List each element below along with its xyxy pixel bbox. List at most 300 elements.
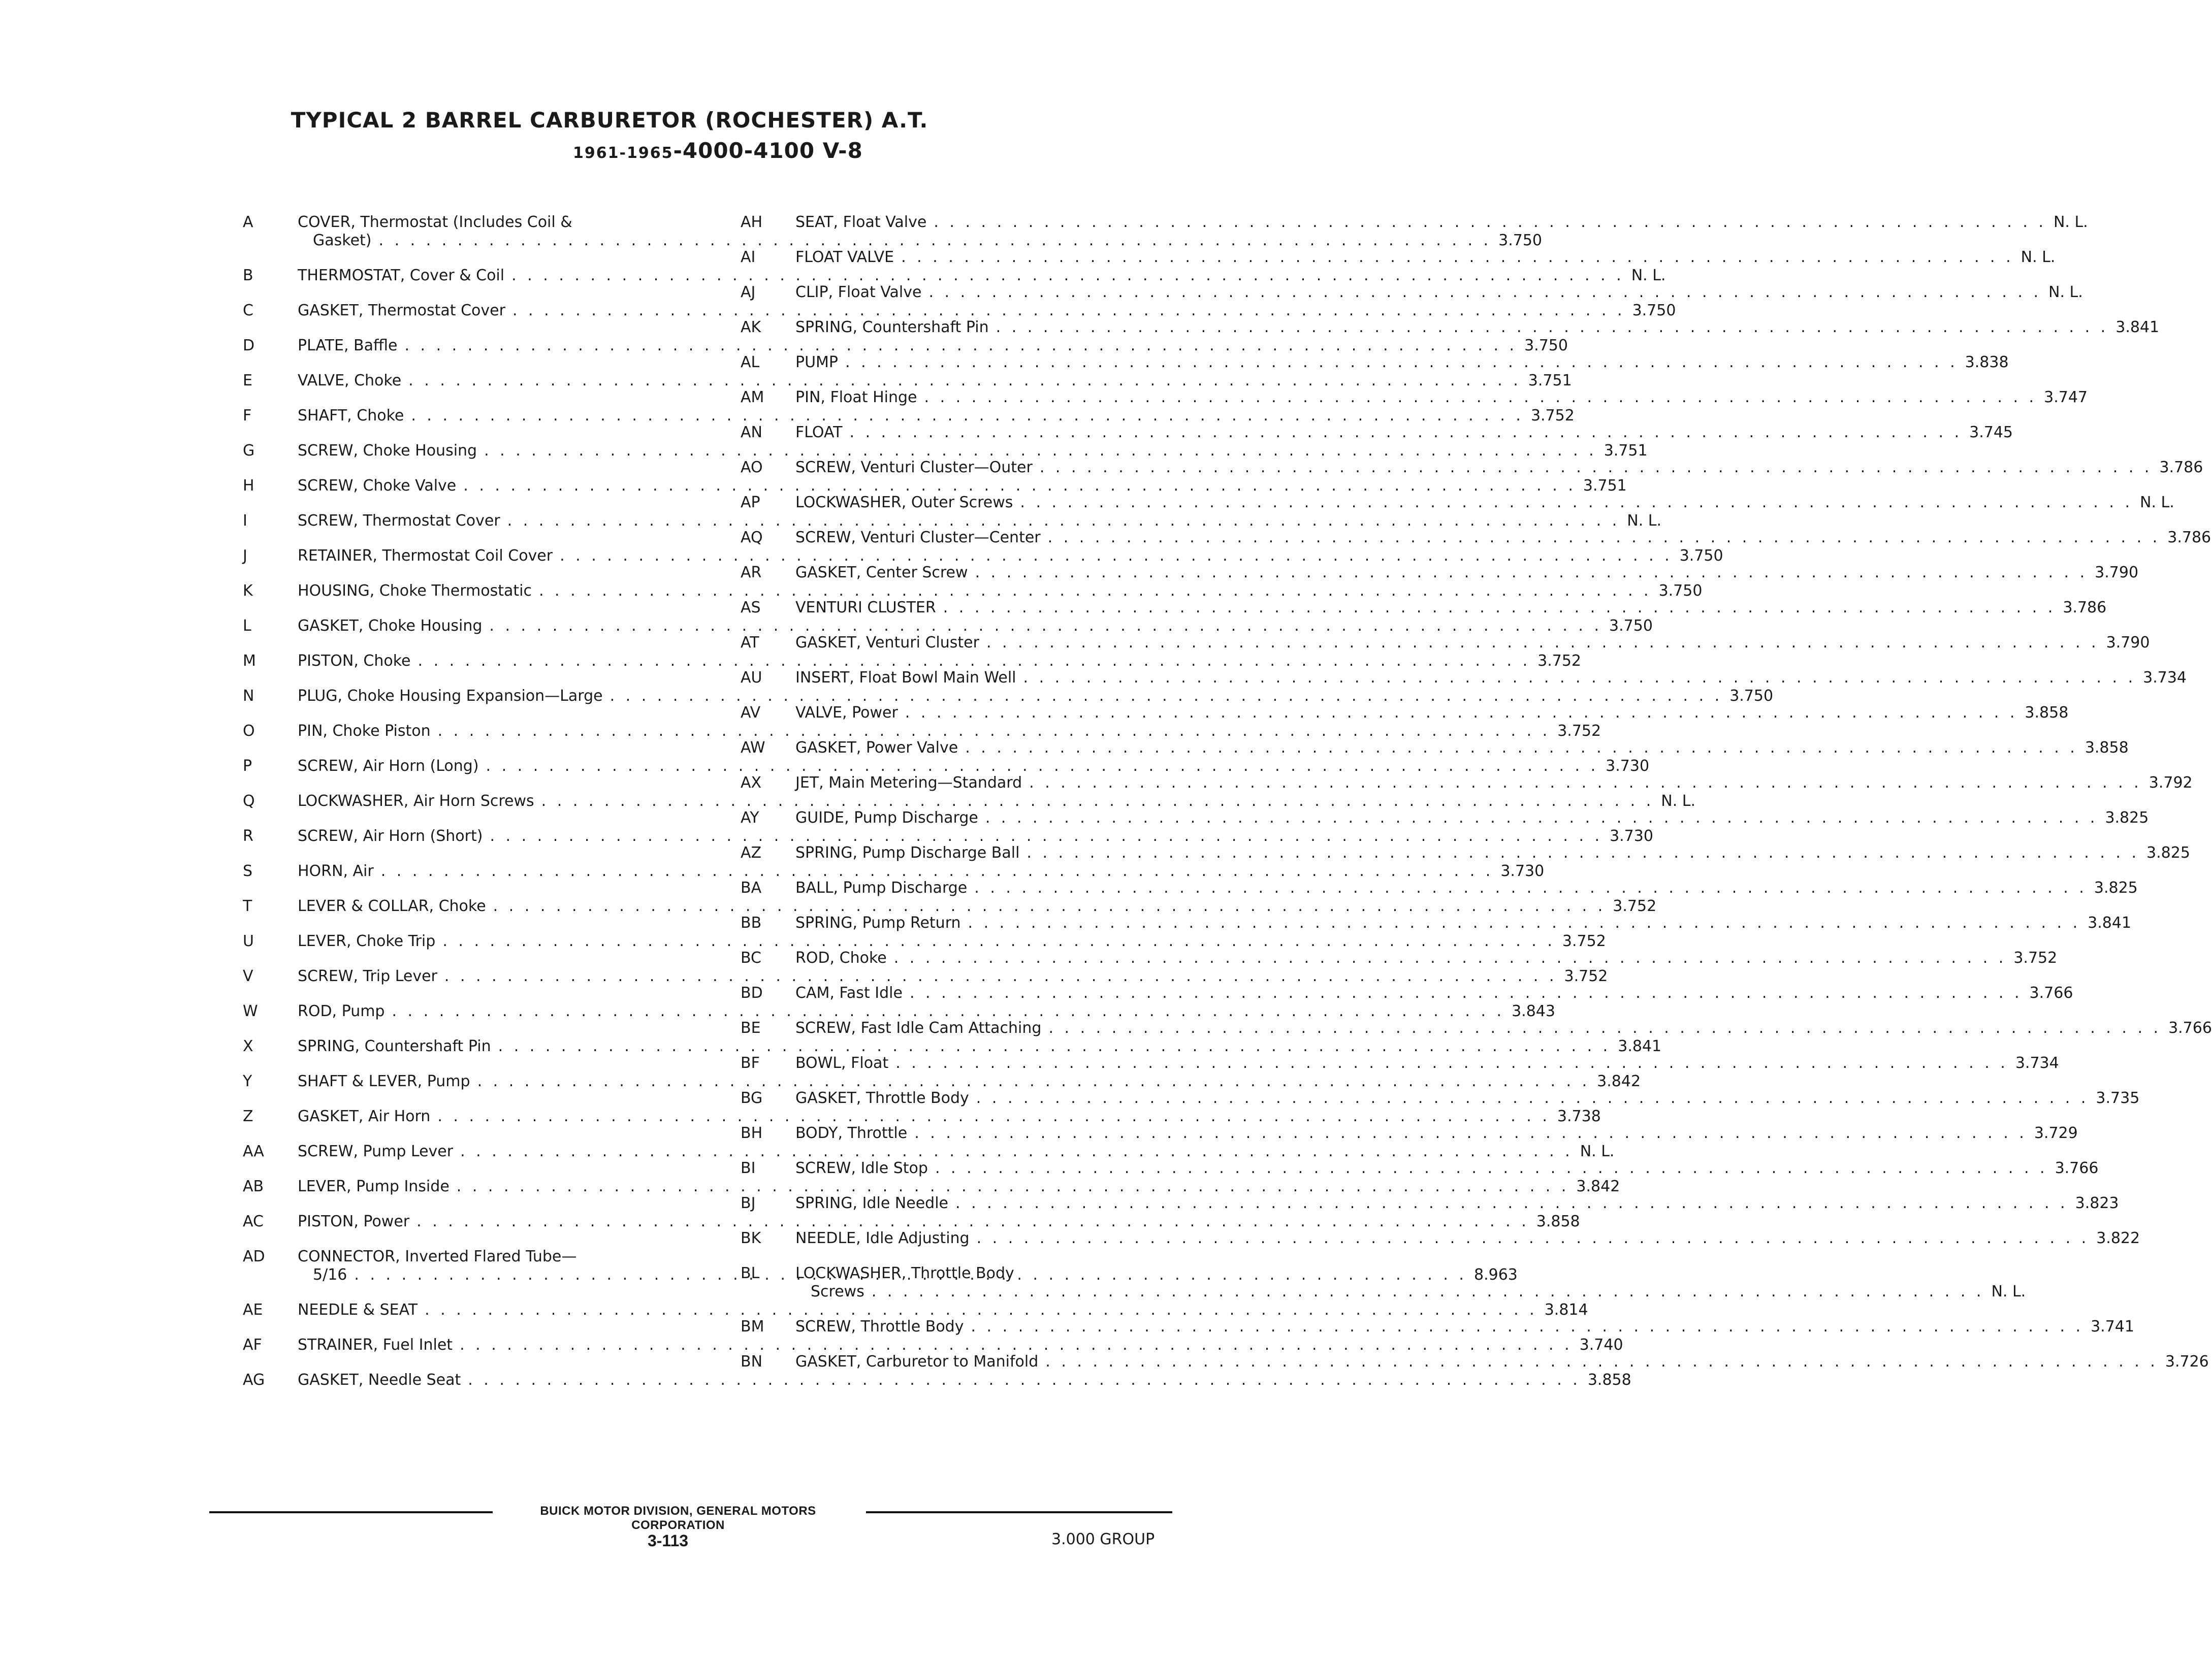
- part-letter: AK: [741, 318, 761, 336]
- part-name: BOWL, Float: [795, 1054, 889, 1072]
- dot-leader: [1045, 1353, 2158, 1371]
- part-letter: V: [243, 967, 253, 985]
- part-letter: BA: [741, 879, 762, 897]
- part-row: [243, 862, 1545, 881]
- part-reference: 3.750: [1609, 617, 1653, 635]
- part-reference: 3.786: [2063, 599, 2107, 616]
- part-letter: AO: [741, 459, 763, 476]
- part-letter: AW: [741, 739, 765, 757]
- part-description-line: [795, 809, 2149, 827]
- part-reference: 3.786: [2167, 529, 2211, 546]
- part-reference: 3.858: [2085, 739, 2129, 757]
- part-row: [741, 424, 2013, 442]
- part-name: PUMP: [795, 353, 839, 371]
- part-letter: AB: [243, 1178, 264, 1195]
- dot-leader: [965, 739, 2078, 757]
- part-description: [795, 669, 2187, 687]
- part-reference: 3.841: [2115, 318, 2160, 336]
- part-reference: 3.766: [2168, 1019, 2212, 1037]
- part-letter: AM: [741, 388, 764, 406]
- subtitle-models: -4000-4100 V-8: [673, 138, 863, 163]
- part-name: INSERT, Float Bowl Main Well: [795, 669, 1016, 687]
- part-letter: BE: [741, 1019, 761, 1037]
- dot-leader: [1023, 669, 2136, 687]
- part-description: [795, 1124, 2078, 1143]
- part-letter: AU: [741, 669, 762, 687]
- part-letter: AQ: [741, 529, 763, 546]
- part-row: [243, 967, 1608, 986]
- part-letter: AS: [741, 599, 761, 616]
- part-letter: BC: [741, 949, 762, 967]
- part-name: NEEDLE & SEAT: [298, 1301, 418, 1319]
- part-row: [243, 442, 1648, 460]
- part-description-line: [795, 634, 2150, 652]
- part-row: [741, 599, 2107, 617]
- dot-leader: [894, 949, 2007, 967]
- dot-leader: [914, 1124, 2027, 1143]
- part-reference: 3.752: [1564, 967, 1608, 985]
- part-row: [741, 774, 2193, 792]
- part-reference: 3.750: [1658, 582, 1703, 600]
- dot-leader: [872, 1283, 1984, 1301]
- part-row: [741, 844, 2190, 862]
- dot-leader: [910, 984, 2023, 1002]
- part-description-line: [795, 844, 2190, 862]
- part-description-line: [795, 248, 2055, 267]
- part-name: CLIP, Float Valve: [795, 283, 922, 301]
- part-row: [741, 248, 2056, 267]
- part-description-line: [795, 949, 2057, 967]
- part-name: 5/16: [313, 1266, 347, 1284]
- part-description-line: [795, 353, 2009, 372]
- part-reference: 3.750: [1729, 687, 1774, 705]
- part-reference: 3.825: [2105, 809, 2149, 827]
- part-name: PIN, Float Hinge: [795, 388, 917, 406]
- part-reference: 3.750: [1632, 302, 1676, 319]
- part-reference: 3.843: [1512, 1002, 1555, 1020]
- part-description: [795, 1159, 2098, 1178]
- part-name: BALL, Pump Discharge: [795, 879, 968, 897]
- part-name: CAM, Fast Idle: [795, 984, 903, 1002]
- part-letter: AH: [741, 213, 763, 231]
- part-reference: 3.741: [2091, 1318, 2134, 1336]
- part-reference: 3.729: [2034, 1124, 2078, 1142]
- dot-leader: [985, 809, 2098, 827]
- part-reference: 3.752: [1537, 652, 1582, 670]
- part-letter: G: [243, 442, 255, 460]
- part-letter: BN: [741, 1353, 763, 1371]
- part-name: JET, Main Metering—Standard: [795, 774, 1022, 792]
- part-name: PISTON, Choke: [298, 652, 411, 670]
- part-letter: Y: [243, 1072, 252, 1090]
- part-row: [243, 302, 1676, 320]
- part-name: CONNECTOR, Inverted Flared Tube—: [298, 1248, 577, 1265]
- part-description: [795, 1264, 2026, 1301]
- part-name: FLOAT VALVE: [795, 248, 894, 266]
- part-description: [795, 388, 2088, 407]
- part-letter: J: [243, 547, 247, 565]
- part-name: SHAFT, Choke: [298, 407, 404, 425]
- part-reference: 3.726: [2165, 1353, 2209, 1371]
- part-description-line: [795, 599, 2106, 617]
- part-description-line: [795, 1159, 2098, 1178]
- part-letter: W: [243, 1002, 258, 1020]
- part-row: [741, 809, 2149, 827]
- part-description-line: [795, 739, 2129, 757]
- part-name: LOCKWASHER, Air Horn Screws: [298, 792, 534, 810]
- part-reference: 3.790: [2106, 634, 2150, 652]
- part-description: [795, 1089, 2139, 1108]
- part-row: [243, 547, 1723, 565]
- part-row: [741, 353, 2009, 372]
- part-description-line: [795, 1054, 2059, 1072]
- part-row: [741, 1318, 2134, 1336]
- part-row: [243, 1072, 1641, 1091]
- part-reference: N. L.: [1580, 1143, 1615, 1160]
- dot-leader: [968, 914, 2081, 932]
- part-description-line: [795, 318, 2159, 337]
- part-description-line: [795, 529, 2211, 547]
- part-description: [795, 494, 2174, 512]
- dot-leader: [1048, 1019, 2161, 1037]
- dot-leader: [1029, 774, 2142, 792]
- dot-leader: [934, 213, 2046, 232]
- part-reference: 3.752: [1530, 407, 1575, 425]
- part-row: [243, 1336, 1623, 1354]
- part-letter: N: [243, 687, 254, 705]
- part-name: LEVER & COLLAR, Choke: [298, 897, 486, 915]
- part-row: [741, 283, 2083, 302]
- part-letter: F: [243, 407, 252, 425]
- part-name: GASKET, Center Screw: [795, 564, 968, 581]
- part-description: [795, 283, 2083, 302]
- part-reference: 3.752: [2013, 949, 2058, 967]
- part-row: [243, 652, 1582, 670]
- part-letter: M: [243, 652, 256, 670]
- part-row: [741, 529, 2211, 547]
- part-description-line: [795, 424, 2013, 442]
- dot-leader: [905, 704, 2018, 722]
- part-description-line: [795, 283, 2083, 302]
- part-reference: 3.858: [1536, 1213, 1580, 1230]
- part-name: COVER, Thermostat (Includes Coil &: [298, 213, 572, 231]
- part-reference: 8.963: [1473, 1266, 1518, 1284]
- part-row: [741, 1124, 2078, 1143]
- part-name: PISTON, Power: [298, 1213, 410, 1230]
- part-name: VALVE, Power: [795, 704, 898, 722]
- part-letter: S: [243, 862, 253, 880]
- part-row: [243, 372, 1572, 390]
- part-description: [795, 844, 2190, 862]
- part-name: SCREW, Choke Valve: [298, 477, 457, 495]
- part-name: LEVER, Choke Trip: [298, 932, 436, 950]
- part-row: [741, 213, 2088, 232]
- dot-leader: [996, 318, 2109, 337]
- part-reference: 3.842: [1576, 1178, 1620, 1195]
- part-row: [741, 634, 2150, 652]
- part-row: [243, 1178, 1620, 1196]
- part-name: GASKET, Air Horn: [298, 1108, 431, 1125]
- part-row: [243, 1108, 1601, 1126]
- part-row: [243, 1037, 1662, 1056]
- part-letter: AA: [243, 1143, 264, 1160]
- part-description: [795, 424, 2013, 442]
- part-row: [243, 407, 1575, 425]
- part-letter: BH: [741, 1124, 763, 1142]
- part-reference: 3.766: [2029, 984, 2073, 1002]
- group-label: 3.000 GROUP: [1051, 1531, 1155, 1548]
- part-letter: BG: [741, 1089, 763, 1107]
- part-row: [741, 949, 2058, 967]
- part-row: [243, 897, 1657, 916]
- part-description-line: [795, 879, 2138, 897]
- dot-leader: [977, 1229, 2090, 1248]
- part-reference: 3.858: [2025, 704, 2069, 722]
- part-letter: AT: [741, 634, 759, 652]
- part-letter: D: [243, 337, 255, 354]
- part-row: [741, 1019, 2212, 1037]
- part-letter: Z: [243, 1108, 253, 1125]
- part-reference: 3.792: [2149, 774, 2193, 792]
- part-description: [795, 634, 2150, 652]
- part-letter: AZ: [741, 844, 762, 862]
- part-letter: BM: [741, 1318, 764, 1336]
- part-name: PLUG, Choke Housing Expansion—Large: [298, 687, 603, 705]
- part-letter: AG: [243, 1371, 265, 1389]
- part-name: Gasket): [313, 232, 372, 249]
- part-row: [741, 318, 2160, 337]
- part-name: SCREW, Thermostat Cover: [298, 512, 500, 530]
- part-reference: N. L.: [1627, 512, 1662, 530]
- part-letter: A: [243, 213, 253, 231]
- part-name: ROD, Choke: [795, 949, 887, 967]
- part-name: GASKET, Throttle Body: [795, 1089, 969, 1107]
- part-row: [741, 879, 2138, 897]
- part-name: HORN, Air: [298, 862, 374, 880]
- part-reference: N. L.: [2053, 213, 2088, 231]
- part-row: [741, 1194, 2119, 1213]
- part-row: [741, 1353, 2209, 1371]
- part-description: [795, 879, 2138, 897]
- part-description: [795, 599, 2106, 617]
- part-name: GUIDE, Pump Discharge: [795, 809, 978, 827]
- part-row: [741, 1229, 2140, 1248]
- part-reference: 3.858: [1587, 1371, 1631, 1389]
- dot-leader: [1040, 459, 2153, 477]
- part-letter: T: [243, 897, 252, 915]
- part-name: GASKET, Power Valve: [795, 739, 958, 757]
- part-letter: P: [243, 757, 252, 775]
- dot-leader: [924, 388, 2037, 407]
- part-letter: B: [243, 267, 253, 284]
- part-letter: BD: [741, 984, 763, 1002]
- part-letter: AV: [741, 704, 761, 722]
- part-reference: 3.823: [2075, 1194, 2119, 1212]
- dot-leader: [1048, 529, 2161, 547]
- part-reference: 3.750: [1498, 232, 1542, 249]
- part-reference: 3.747: [2044, 388, 2088, 406]
- part-reference: 3.751: [1528, 372, 1572, 389]
- part-letter: U: [243, 932, 254, 950]
- part-letter: C: [243, 302, 253, 319]
- part-row: [243, 1143, 1615, 1161]
- part-letter: BL: [741, 1264, 760, 1282]
- page-number: 3-113: [647, 1532, 689, 1550]
- part-name: SHAFT & LEVER, Pump: [298, 1072, 470, 1090]
- part-reference: N. L.: [2048, 283, 2083, 301]
- part-description-line: [795, 669, 2187, 687]
- part-name: SCREW, Air Horn (Short): [298, 827, 483, 845]
- part-name: SPRING, Idle Needle: [795, 1194, 948, 1212]
- part-letter: AN: [741, 424, 762, 441]
- part-letter: BB: [741, 914, 762, 932]
- part-name: STRAINER, Fuel Inlet: [298, 1336, 453, 1354]
- part-name: GASKET, Carburetor to Manifold: [795, 1353, 1039, 1371]
- part-description-line: [795, 564, 2138, 582]
- part-description: [795, 1353, 2209, 1371]
- part-letter: L: [243, 617, 251, 635]
- part-letter: AJ: [741, 283, 756, 301]
- dot-leader: [986, 634, 2099, 652]
- part-name: HOUSING, Choke Thermostatic: [298, 582, 532, 600]
- part-letter: AX: [741, 774, 762, 792]
- dot-leader: [895, 1054, 2008, 1072]
- part-name: SPRING, Pump Discharge Ball: [795, 844, 1020, 862]
- part-letter: H: [243, 477, 254, 495]
- part-letter: AF: [243, 1336, 262, 1354]
- part-description-line: [795, 1124, 2078, 1143]
- part-reference: 3.735: [2096, 1089, 2140, 1107]
- part-description-line: [795, 459, 2203, 477]
- part-description: [795, 353, 2009, 372]
- footer-division: BUICK MOTOR DIVISION, GENERAL MOTORS CORPORATION: [540, 1504, 816, 1532]
- part-name: FLOAT: [795, 424, 843, 441]
- part-letter: AY: [741, 809, 759, 827]
- part-letter: AC: [243, 1213, 264, 1230]
- part-name: VENTURI CLUSTER: [795, 599, 936, 616]
- part-reference: 3.825: [2094, 879, 2138, 897]
- part-description-line: [795, 1194, 2119, 1213]
- part-description-line: [795, 1229, 2140, 1248]
- part-reference: 3.745: [1969, 424, 2013, 441]
- part-name: LEVER, Pump Inside: [298, 1178, 450, 1195]
- part-description-line: [795, 774, 2193, 792]
- part-row: [741, 669, 2187, 687]
- part-description-line: [795, 1318, 2134, 1336]
- part-row: [741, 1159, 2099, 1178]
- part-reference: 3.790: [2095, 564, 2139, 581]
- part-name: BODY, Throttle: [795, 1124, 908, 1142]
- part-name: SCREW, Venturi Cluster—Center: [795, 529, 1041, 546]
- part-letter: O: [243, 722, 255, 740]
- part-row: [741, 494, 2174, 512]
- part-row: [243, 1371, 1631, 1389]
- part-description: [795, 739, 2129, 757]
- part-row: [741, 564, 2139, 582]
- part-letter: BK: [741, 1229, 761, 1247]
- part-row: [741, 739, 2129, 757]
- part-name: LOCKWASHER, Throttle Body: [795, 1264, 1014, 1282]
- part-letter: BI: [741, 1159, 756, 1177]
- part-name: SCREW, Throttle Body: [795, 1318, 964, 1336]
- part-reference: N. L.: [2140, 494, 2174, 511]
- part-reference: 3.750: [1524, 337, 1568, 354]
- part-reference: 3.825: [2146, 844, 2190, 862]
- part-row: [243, 792, 1696, 810]
- part-letter: AE: [243, 1301, 263, 1319]
- part-reference: 3.740: [1579, 1336, 1623, 1354]
- dot-leader: [928, 283, 2041, 302]
- part-description-line: [795, 213, 2088, 232]
- part-row: [243, 617, 1653, 635]
- part-name: SPRING, Countershaft Pin: [298, 1037, 491, 1055]
- part-name: SCREW, Idle Stop: [795, 1159, 928, 1177]
- part-description: [795, 1318, 2134, 1336]
- part-description: [795, 529, 2211, 547]
- part-name: SCREW, Air Horn (Long): [298, 757, 479, 775]
- part-description: [795, 564, 2138, 582]
- part-reference: 3.730: [1610, 827, 1653, 845]
- part-description-line: [795, 388, 2088, 407]
- part-row: [243, 757, 1650, 775]
- part-row: [741, 388, 2088, 407]
- part-name: SCREW, Choke Housing: [298, 442, 477, 460]
- part-reference: 3.752: [1557, 722, 1601, 740]
- dot-leader: [901, 248, 2014, 267]
- part-name: SPRING, Pump Return: [795, 914, 961, 932]
- part-row: [243, 1213, 1580, 1231]
- part-letter: BF: [741, 1054, 760, 1072]
- dot-leader: [850, 424, 1963, 442]
- part-reference: N. L.: [1631, 267, 1666, 284]
- part-letter: AD: [243, 1248, 265, 1265]
- part-row: [243, 1301, 1588, 1319]
- part-row: [741, 914, 2132, 932]
- part-letter: BJ: [741, 1194, 756, 1212]
- part-reference: 3.842: [1597, 1072, 1641, 1090]
- part-reference: N. L.: [2021, 248, 2056, 266]
- part-description-line: [795, 704, 2068, 722]
- part-name: GASKET, Choke Housing: [298, 617, 483, 635]
- part-description-line: [795, 984, 2073, 1002]
- part-letter: K: [243, 582, 253, 600]
- dot-leader: [975, 564, 2088, 582]
- part-name: VALVE, Choke: [298, 372, 402, 389]
- part-reference: 3.750: [1679, 547, 1723, 565]
- part-description: [795, 248, 2055, 267]
- part-reference: 3.734: [2143, 669, 2187, 687]
- dot-leader: [943, 599, 2056, 617]
- part-name: SCREW, Venturi Cluster—Outer: [795, 459, 1033, 476]
- page-subtitle: [573, 138, 863, 163]
- part-description: [795, 774, 2193, 792]
- part-row: [243, 932, 1606, 951]
- part-letter: Q: [243, 792, 255, 810]
- dot-leader: [976, 1089, 2089, 1108]
- part-name: GASKET, Needle Seat: [298, 1371, 461, 1389]
- part-row: [243, 687, 1774, 705]
- part-description-line: [795, 1353, 2209, 1371]
- part-name: RETAINER, Thermostat Coil Cover: [298, 547, 553, 565]
- dot-leader: [845, 353, 1958, 372]
- part-letter: AL: [741, 353, 760, 371]
- page-title: TYPICAL 2 BARREL CARBURETOR (ROCHESTER) A.T.: [291, 108, 928, 133]
- part-name: LOCKWASHER, Outer Screws: [795, 494, 1013, 511]
- part-reference: 3.751: [1604, 442, 1648, 460]
- part-description-line: [795, 1283, 2026, 1301]
- footer-rule-left: [209, 1511, 493, 1513]
- part-description-line: [795, 1019, 2212, 1037]
